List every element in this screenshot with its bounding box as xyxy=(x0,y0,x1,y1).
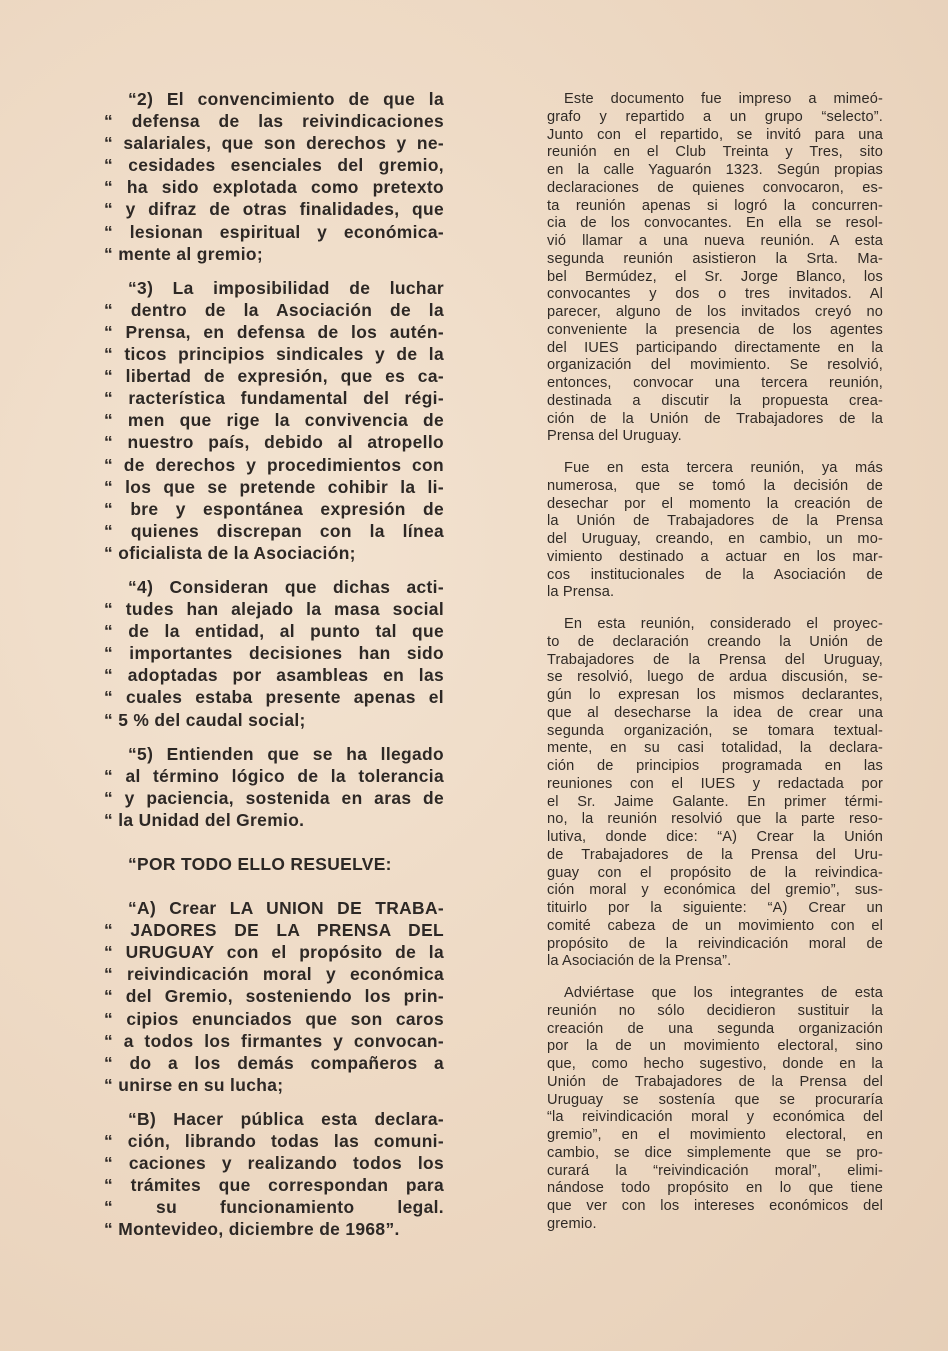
commentary-line: no, la reunión resolvió que la parte reso- xyxy=(547,811,883,828)
commentary-line: Este documento fue impreso a mimeó- xyxy=(564,91,883,107)
commentary-paragraph xyxy=(547,91,883,446)
commentary-line: Trabajadores de la Prensa del Uruguay, xyxy=(547,651,883,668)
commentary-line: por la de un movimiento electoral, sino xyxy=(547,1038,883,1055)
commentary-line: del IUES participando directamente en la xyxy=(547,339,883,356)
declaration-line: “ cipios enunciados que son caros xyxy=(104,1008,444,1029)
commentary-line: en la calle Yaguarón 1323. Según propias xyxy=(547,162,883,178)
commentary-line: comité cabeza de un movimiento con el xyxy=(547,917,883,934)
commentary-line: lutiva, donde dice: “A) Crear la Unión xyxy=(547,829,883,845)
declaration-line: “ cesidades esenciales del gremio, xyxy=(104,155,444,176)
commentary-line: reuniones con el IUES y redactada por xyxy=(547,775,883,792)
declaration-line: “ los que se pretende cohibir la li- xyxy=(104,476,444,497)
declaration-line: “4) Consideran que dichas acti- xyxy=(128,576,444,597)
commentary-line: que al desecharse la idea de crear una xyxy=(547,704,883,721)
declaration-line: “ URUGUAY con el propósito de la xyxy=(104,942,444,963)
declaration-column xyxy=(104,88,444,1253)
commentary-line: Uruguay se sostenía que se procuraría xyxy=(547,1091,883,1108)
commentary-line: guay con el propósito de la reivindica- xyxy=(547,864,883,881)
commentary-line: propósito de la reivindicación moral de xyxy=(547,935,883,952)
commentary-line: tituirlo por la siguiente: “A) Crear un xyxy=(547,900,883,916)
declaration-line: “ libertad de expresión, que es ca- xyxy=(104,366,444,387)
declaration-line: “ unirse en su lucha; xyxy=(104,1074,284,1095)
commentary-line: segunda reunión asistieron la Srta. Ma- xyxy=(547,250,883,267)
declaration-line: “ y paciencia, sostenida en aras de xyxy=(104,787,444,808)
commentary-line: ción de principios programada en las xyxy=(547,758,883,774)
commentary-line: Junto con el repartido, se invitó para una xyxy=(547,126,883,143)
commentary-line: ción moral y económica del gremio”, sus- xyxy=(547,882,883,899)
commentary-line: convocantes y dos o tres invitados. Al xyxy=(547,286,883,303)
commentary-line: gún lo expresan los mismos declarantes, xyxy=(547,687,883,703)
commentary-line: el Sr. Jaime Galante. En primer térmi- xyxy=(547,793,883,810)
declaration-line: “ men que rige la convivencia de xyxy=(104,410,444,431)
declaration-paragraph xyxy=(104,743,444,831)
declaration-line: “ lesionan espiritual y económica- xyxy=(104,221,444,242)
commentary-line: gremio. xyxy=(547,1215,597,1232)
declaration-paragraph xyxy=(104,897,444,1096)
commentary-line: grafo y repartido a un grupo “selecto”. xyxy=(547,108,883,125)
declaration-line: “ nuestro país, debido al atropello xyxy=(104,432,444,453)
commentary-line: organización del movimiento. Se resolvió, xyxy=(547,357,883,374)
commentary-paragraph xyxy=(547,616,883,971)
declaration-line: “ ción, librando todas las comuni- xyxy=(104,1131,444,1152)
commentary-line: reunión no sólo decidieron sustituir la xyxy=(547,1002,883,1019)
commentary-line: ta reunión apenas si logró la concurren- xyxy=(547,197,883,214)
declaration-line: “ 5 % del caudal social; xyxy=(104,709,306,730)
commentary-line: cos institucionales de la Asociación de xyxy=(547,566,883,583)
commentary-line: Fue en esta tercera reunión, ya más xyxy=(564,460,883,476)
declaration-paragraph xyxy=(104,576,444,731)
commentary-line: la Unión de Trabajadores de la Prensa xyxy=(547,513,883,530)
commentary-line: de Trabajadores de la Prensa del Uru- xyxy=(547,846,883,863)
declaration-paragraph xyxy=(104,1108,444,1241)
commentary-line: “la reivindicación moral y económica del xyxy=(547,1109,883,1126)
declaration-line: “5) Entienden que se ha llegado xyxy=(128,743,444,764)
commentary-paragraph xyxy=(547,985,883,1234)
commentary-line: cambio, se dice simplemente que se pro- xyxy=(547,1144,883,1161)
commentary-line: Adviértase que los integrantes de esta xyxy=(564,985,883,1001)
commentary-line: conveniente la presencia de los agentes xyxy=(547,321,883,338)
commentary-line: desechar por el momento la creación de xyxy=(547,495,883,512)
declaration-line: “ JADORES DE LA PRENSA DEL xyxy=(104,920,444,941)
commentary-line: ción de la Unión de Trabajadores de la xyxy=(547,410,883,427)
commentary-line: cia de los convocantes. En ella se resol- xyxy=(547,215,883,232)
commentary-line: creación de una segunda organización xyxy=(547,1020,883,1037)
commentary-line: del Uruguay, creando, en cambio, un mo- xyxy=(547,531,883,547)
declaration-line: “ salariales, que son derechos y ne- xyxy=(104,133,444,154)
commentary-line: bel Bermúdez, el Sr. Jorge Blanco, los xyxy=(547,268,883,285)
declaration-line: “A) Crear LA UNION DE TRABA- xyxy=(128,898,444,919)
declaration-line: “ Montevideo, diciembre de 1968”. xyxy=(104,1219,400,1240)
declaration-line: “ ha sido explotada como pretexto xyxy=(104,177,444,198)
commentary-column xyxy=(547,91,883,1248)
resuelve-heading: “POR TODO ELLO RESUELVE: xyxy=(128,854,392,874)
commentary-line: que, como hecho sugestivo, donde en la xyxy=(547,1056,883,1072)
declaration-line: “ importantes decisiones han sido xyxy=(104,643,444,664)
declaration-line: “ tudes han alejado la masa social xyxy=(104,599,444,620)
declaration-line: “ adoptadas por asambleas en las xyxy=(104,665,444,686)
declaration-line: “ la Unidad del Gremio. xyxy=(104,809,305,830)
declaration-line: “ dentro de la Asociación de la xyxy=(104,299,444,320)
declaration-line: “ y difraz de otras finalidades, que xyxy=(104,199,444,220)
declaration-line: “ Prensa, en defensa de los autén- xyxy=(104,321,444,342)
commentary-line: gremio”, en el movimiento electoral, en xyxy=(547,1127,883,1143)
declaration-line: “ su funcionamiento legal. xyxy=(104,1197,444,1218)
commentary-line: reunión en el Club Treinta y Tres, sito xyxy=(547,144,883,161)
commentary-line: to de declaración creando la Unión de xyxy=(547,633,883,650)
commentary-line: segunda organización, se tomara textual- xyxy=(547,722,883,739)
commentary-line: declaraciones de quienes convocaron, es- xyxy=(547,179,883,196)
commentary-line: Prensa del Uruguay. xyxy=(547,428,682,445)
commentary-line: se resolvió, luego de ardua discusión, se- xyxy=(547,669,883,686)
declaration-line: “3) La imposibilidad de luchar xyxy=(128,277,444,298)
declaration-line: “ a todos los firmantes y convocan- xyxy=(104,1030,444,1051)
declaration-paragraph xyxy=(104,88,444,265)
declaration-line: “ trámites que correspondan para xyxy=(104,1175,444,1196)
declaration-line: “ del Gremio, sosteniendo los prin- xyxy=(104,986,444,1007)
declaration-line: “ defensa de las reivindicaciones xyxy=(104,111,444,132)
commentary-line: vimiento destinado a actuar en los mar- xyxy=(547,548,883,565)
declaration-line: “ ticos principios sindicales y de la xyxy=(104,344,444,365)
declaration-line: “ bre y espontánea expresión de xyxy=(104,498,444,519)
declaration-line: “ caciones y realizando todos los xyxy=(104,1153,444,1174)
declaration-line: “ racterística fundamental del régi- xyxy=(104,388,444,409)
commentary-line: Unión de Trabajadores de la Prensa del xyxy=(547,1073,883,1090)
declaration-line: “ quienes discrepan con la línea xyxy=(104,520,444,541)
declaration-line: “ cuales estaba presente apenas el xyxy=(104,687,444,708)
declaration-line: “ mente al gremio; xyxy=(104,243,263,264)
declaration-line: “ reivindicación moral y económica xyxy=(104,964,444,985)
declaration-line: “ de la entidad, al punto tal que xyxy=(104,621,444,642)
commentary-line: nándose todo propósito en lo que tiene xyxy=(547,1180,883,1197)
declaration-line: “ al término lógico de la tolerancia xyxy=(104,765,444,786)
commentary-line: la Asociación de la Prensa”. xyxy=(547,953,732,970)
commentary-paragraph xyxy=(547,460,883,602)
commentary-line: entonces, convocar una tercera reunión, xyxy=(547,375,883,391)
commentary-line: destinada a discutir la propuesta crea- xyxy=(547,392,883,409)
commentary-line: En esta reunión, considerado el proyec- xyxy=(564,616,883,632)
declaration-line: “ oficialista de la Asociación; xyxy=(104,542,356,563)
commentary-line: parecer, alguno de los invitados creyó no xyxy=(547,304,883,320)
commentary-line: vió llamar a una nueva reunión. A esta xyxy=(547,233,883,249)
declaration-line: “ do a los demás compañeros a xyxy=(104,1052,444,1073)
commentary-line: curará la “reivindicación moral”, elimi- xyxy=(547,1162,883,1179)
commentary-line: numerosa, que se tomó la decisión de xyxy=(547,477,883,494)
commentary-line: que ver con los intereses económicos del xyxy=(547,1198,883,1214)
commentary-line: mente, en su casi totalidad, la declara- xyxy=(547,740,883,757)
commentary-line: la Prensa. xyxy=(547,584,615,601)
declaration-line: “2) El convencimiento de que la xyxy=(128,89,444,109)
declaration-line: “ de derechos y procedimientos con xyxy=(104,454,444,475)
declaration-paragraph xyxy=(104,277,444,564)
declaration-line: “B) Hacer pública esta declara- xyxy=(128,1108,444,1129)
